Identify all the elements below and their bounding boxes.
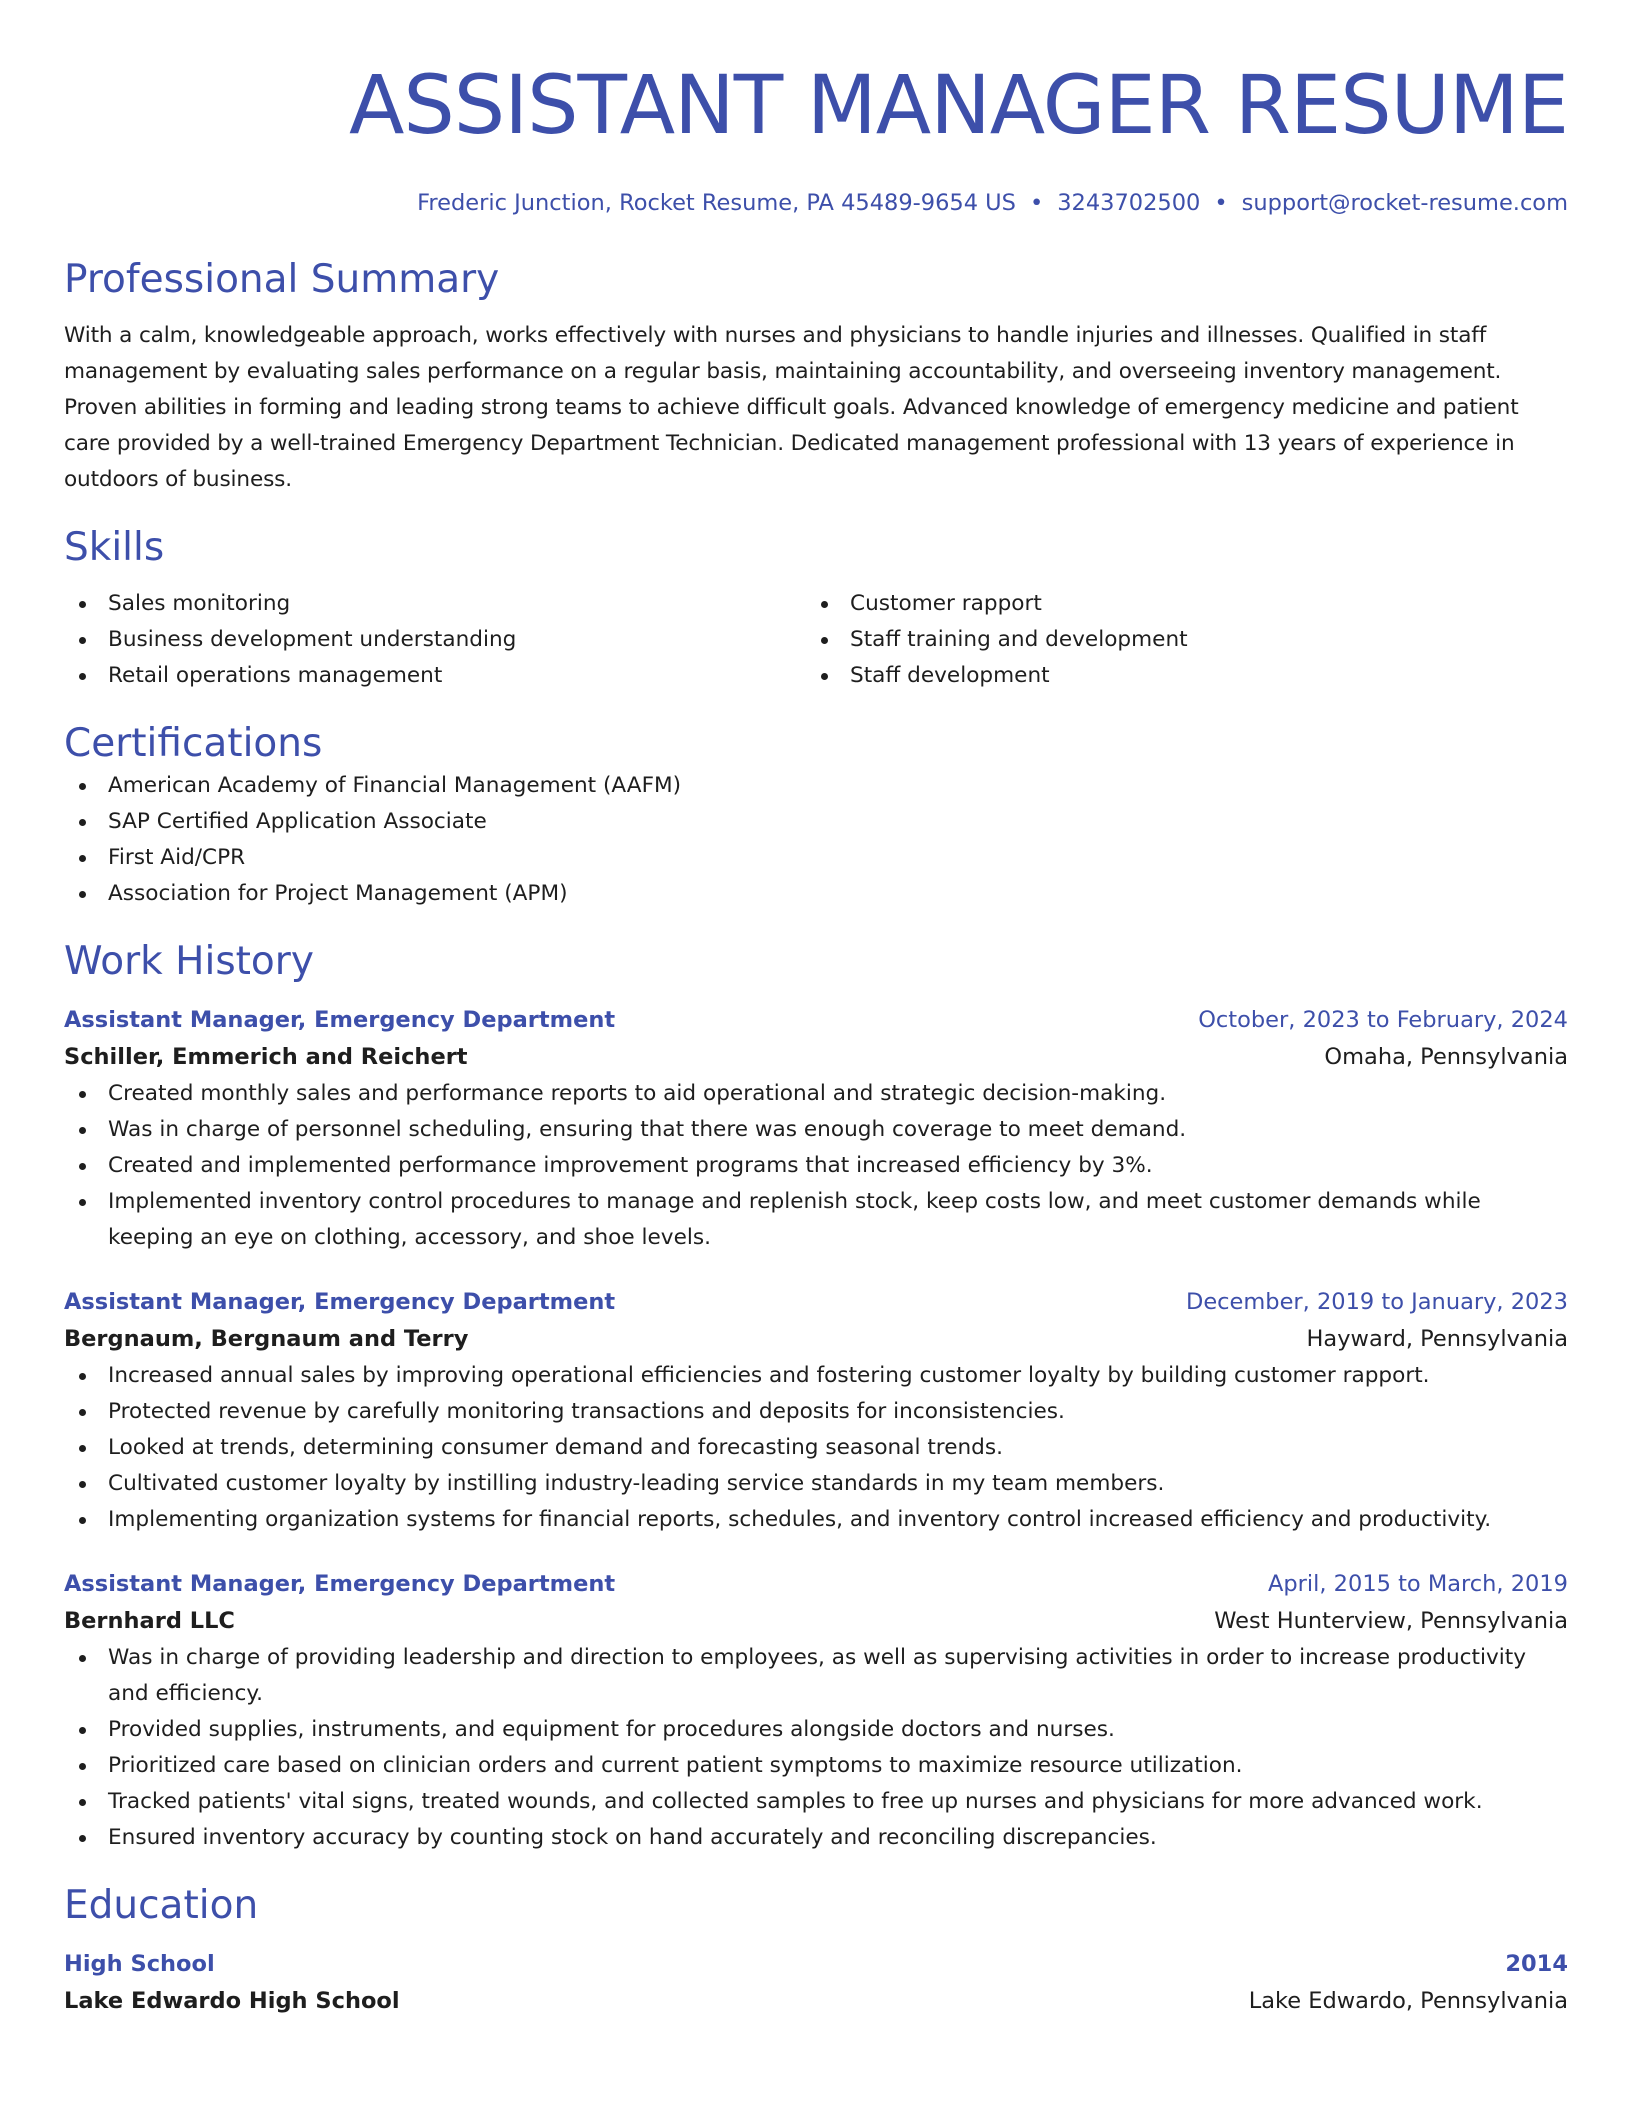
- certifications-list: [64, 768, 1568, 912]
- resume-title: ASSISTANT MANAGER RESUME: [348, 59, 1568, 153]
- skill-item: Staff development: [806, 658, 1548, 694]
- job-bullet: Increased annual sales by improving operational efficiencies and fostering customer loyalty by building customer rapport.: [64, 1358, 1568, 1394]
- contact-separator: •: [1214, 190, 1228, 216]
- resume-page: [64, 0, 1568, 2020]
- job-dates: April, 2015 to March, 2019: [1267, 1571, 1568, 1597]
- job-location: Omaha, Pennsylvania: [1324, 1044, 1568, 1070]
- summary-text: With a calm, knowledgeable approach, works effectively with nurses and physicians to handle injuries and illnesses. Qualified in staff management by evaluating sales performance on a regular basis, maintaining accountability, and overseeing inventory management. Proven abilities in forming and leading strong teams to achieve difficult goals. Advanced knowledge of emergency medicine and patient care provided by a well-trained Emergency Department Technician. Dedicated management professional with 13 years of experience in outdoors of business.: [64, 323, 1519, 492]
- skill-item: Business development understanding: [64, 622, 806, 658]
- skills-list-right: [806, 586, 1548, 694]
- job-location: Hayward, Pennsylvania: [1306, 1326, 1568, 1352]
- skill-item: Staff training and development: [806, 622, 1548, 658]
- job-bullet: Created and implemented performance improvement programs that increased efficiency by 3%.: [64, 1148, 1568, 1184]
- job-company: Bernhard LLC: [64, 1608, 235, 1634]
- job-role: Assistant Manager, Emergency Department: [64, 1007, 616, 1033]
- job-entry: [64, 1284, 1568, 1538]
- job-bullet-list: [64, 1076, 1568, 1256]
- job-bullet-list: [64, 1358, 1568, 1538]
- job-bullet: Was in charge of personnel scheduling, ensuring that there was enough coverage to meet demand.: [64, 1112, 1568, 1148]
- job-header-row: [64, 1284, 1568, 1320]
- job-company: Schiller, Emmerich and Reichert: [64, 1044, 468, 1070]
- job-header-row: [64, 1566, 1568, 1602]
- certification-item: American Academy of Financial Management (AAFM): [64, 768, 1568, 804]
- job-bullet: Implementing organization systems for financial reports, schedules, and inventory control increased efficiency and productivity.: [64, 1502, 1568, 1538]
- job-location: West Hunterview, Pennsylvania: [1214, 1608, 1568, 1634]
- skill-item: Customer rapport: [806, 586, 1548, 622]
- education-header-row: [64, 1946, 1568, 1982]
- job-bullet: Protected revenue by carefully monitoring transactions and deposits for inconsistencies.: [64, 1394, 1568, 1430]
- job-company-row: [64, 1320, 1568, 1358]
- job-bullet: Implemented inventory control procedures to manage and replenish stock, keep costs low, and meet customer demands while keeping an eye on clothing, accessory, and shoe levels.: [64, 1184, 1568, 1256]
- job-bullet: Cultivated customer loyalty by instilling industry-leading service standards in my team members.: [64, 1466, 1568, 1502]
- job-bullet: Provided supplies, instruments, and equipment for procedures alongside doctors and nurses.: [64, 1712, 1568, 1748]
- certification-item: SAP Certified Application Associate: [64, 804, 1568, 840]
- job-entry: [64, 1002, 1568, 1256]
- job-entry: [64, 1566, 1568, 1856]
- skills-grid: [64, 586, 1568, 694]
- job-bullet: Created monthly sales and performance reports to aid operational and strategic decision-making.: [64, 1076, 1568, 1112]
- contact-line: [64, 188, 1568, 218]
- contact-address: Frederic Junction, Rocket Resume, PA 45489-9654 US: [417, 190, 1016, 216]
- job-header-row: [64, 1002, 1568, 1038]
- education-school-row: [64, 1982, 1568, 2020]
- certification-item: Association for Project Management (APM): [64, 876, 1568, 912]
- job-bullet: Was in charge of providing leadership and direction to employees, as well as supervising activities in order to increase productivity and efficiency.: [64, 1640, 1568, 1712]
- education-degree: High School: [64, 1951, 215, 1977]
- education-school: Lake Edwardo High School: [64, 1988, 400, 2014]
- job-company-row: [64, 1038, 1568, 1076]
- job-bullet: Ensured inventory accuracy by counting stock on hand accurately and reconciling discrepancies.: [64, 1820, 1568, 1856]
- skills-column-right: [806, 586, 1548, 694]
- job-bullet-list: [64, 1640, 1568, 1856]
- job-bullet: Tracked patients' vital signs, treated wounds, and collected samples to free up nurses and physicians for more advanced work.: [64, 1784, 1568, 1820]
- job-bullet: Looked at trends, determining consumer demand and forecasting seasonal trends.: [64, 1430, 1568, 1466]
- contact-phone: 3243702500: [1057, 190, 1201, 216]
- skills-list-left: [64, 586, 806, 694]
- job-role: Assistant Manager, Emergency Department: [64, 1289, 616, 1315]
- contact-email: support@rocket-resume.com: [1241, 190, 1568, 216]
- section-title-education: Education: [64, 1883, 259, 1928]
- section-title-work-history: Work History: [64, 939, 314, 984]
- education-location: Lake Edwardo, Pennsylvania: [1248, 1988, 1568, 2014]
- job-role: Assistant Manager, Emergency Department: [64, 1571, 616, 1597]
- education-entry: [64, 1946, 1568, 2020]
- section-title-summary: Professional Summary: [64, 257, 500, 302]
- certification-item: First Aid/CPR: [64, 840, 1568, 876]
- skills-column-left: [64, 586, 806, 694]
- contact-separator: •: [1029, 190, 1044, 216]
- job-dates: October, 2023 to February, 2024: [1198, 1007, 1568, 1033]
- job-bullet: Prioritized care based on clinician orders and current patient symptoms to maximize resource utilization.: [64, 1748, 1568, 1784]
- job-company: Bergnaum, Bergnaum and Terry: [64, 1326, 469, 1352]
- section-title-certifications: Certifications: [64, 721, 323, 766]
- job-dates: December, 2019 to January, 2023: [1186, 1289, 1568, 1315]
- education-year: 2014: [1505, 1951, 1568, 1977]
- job-company-row: [64, 1602, 1568, 1640]
- section-title-skills: Skills: [64, 525, 165, 570]
- skill-item: Retail operations management: [64, 658, 806, 694]
- skill-item: Sales monitoring: [64, 586, 806, 622]
